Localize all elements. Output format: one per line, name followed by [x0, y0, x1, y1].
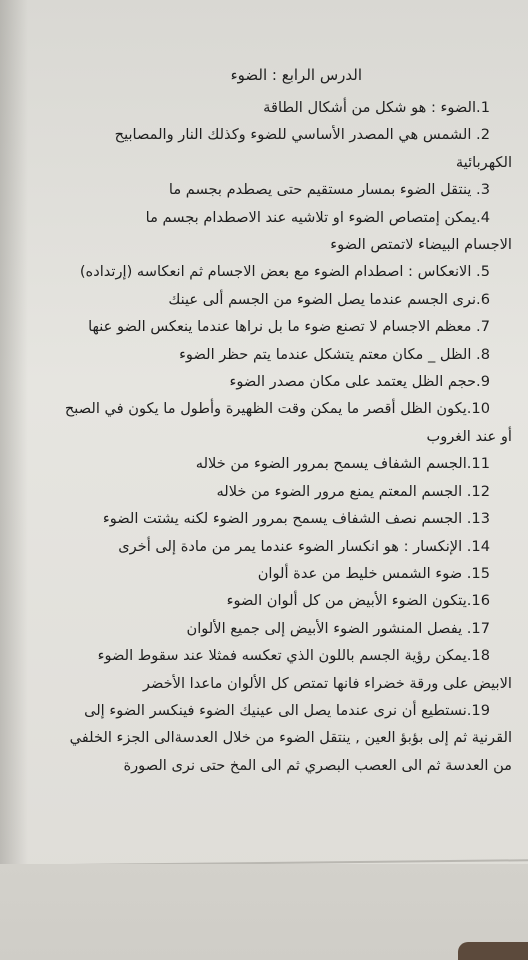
- underlying-page: [0, 864, 528, 960]
- point-3: 3. ينتقل الضوء بمسار مستقيم حتى يصطدم بجسم ما: [168, 181, 490, 199]
- point-4: 4.يمكن إمتصاص الضوء او تلاشيه عند الاصطدام بجسم ما: [145, 208, 490, 226]
- point-2: 2. الشمس هي المصدر الأساسي للضوء وكذلك النار والمصابيح: [114, 126, 490, 144]
- point-18-continued: الابيض على ورقة خضراء فانها تمتص كل الألوان ماعدا الأخضر: [142, 674, 512, 692]
- point-19-continued-1: القرنية ثم إلى بؤبؤ العين , ينتقل الضوء من خلال العدسةالى الجزء الخلفي: [69, 729, 512, 747]
- point-12: 12. الجسم المعتم يمنع مرور الضوء من خلاله: [216, 482, 490, 500]
- point-14: 14. الإنكسار : هو انكسار الضوء عندما يمر من مادة إلى أخرى: [118, 537, 490, 555]
- point-15: 15. ضوء الشمس خليط من عدة ألوان: [257, 564, 490, 582]
- point-5: 5. الانعكاس : اصطدام الضوء مع بعض الاجسام ثم انعكاسه (إرتداده): [79, 263, 490, 281]
- point-7: 7. معظم الاجسام لا تصنع ضوء ما بل نراها عندما ينعكس الضو عنها: [88, 318, 490, 336]
- point-10-continued: أو عند الغروب: [426, 427, 512, 445]
- point-9: 9.حجم الظل يعتمد على مكان مصدر الضوء: [229, 373, 490, 391]
- point-19: 19.نستطيع أن نرى عندما يصل الى عينيك الضوء فينكسر الضوء إلى: [84, 701, 490, 719]
- point-6: 6.نرى الجسم عندما يصل الضوء من الجسم ألى عينك: [168, 290, 490, 308]
- point-17: 17. يفصل المنشور الضوء الأبيض إلى جميع الألوان: [186, 619, 490, 637]
- point-18: 18.يمكن رؤية الجسم باللون الذي تعكسه فمثلا عند سقوط الضوء: [97, 647, 490, 665]
- point-19-continued-2: من العدسة ثم الى العصب البصري ثم الى المخ حتى نرى الصورة: [123, 756, 512, 774]
- page-shadow: [0, 0, 28, 960]
- point-13: 13. الجسم نصف الشفاف يسمح بمرور الضوء لكنه يشتت الضوء: [102, 510, 490, 528]
- point-1: 1.الضوء : هو شكل من أشكال الطاقة: [263, 99, 490, 116]
- lesson-title: الدرس الرابع : الضوء: [230, 66, 362, 84]
- point-16: 16.يتكون الضوء الأبيض من كل ألوان الضوء: [226, 592, 490, 610]
- point-8: 8. الظل _ مكان معتم يتشكل عندما يتم حظر الضوء: [179, 345, 490, 363]
- point-2-continued: الكهربائية: [455, 153, 512, 171]
- point-10: 10.يكون الظل أقصر ما يمكن وقت الظهيرة وأطول ما يكون في الصبح: [64, 400, 490, 418]
- lesson-sheet: [28, 64, 512, 779]
- lesson-points: [28, 94, 512, 779]
- point-11: 11.الجسم الشفاف يسمح بمرور الضوء من خلاله: [195, 455, 490, 473]
- point-4-continued: الاجسام البيضاء لاتمتص الضوء: [330, 236, 512, 254]
- floor-corner: [458, 942, 528, 960]
